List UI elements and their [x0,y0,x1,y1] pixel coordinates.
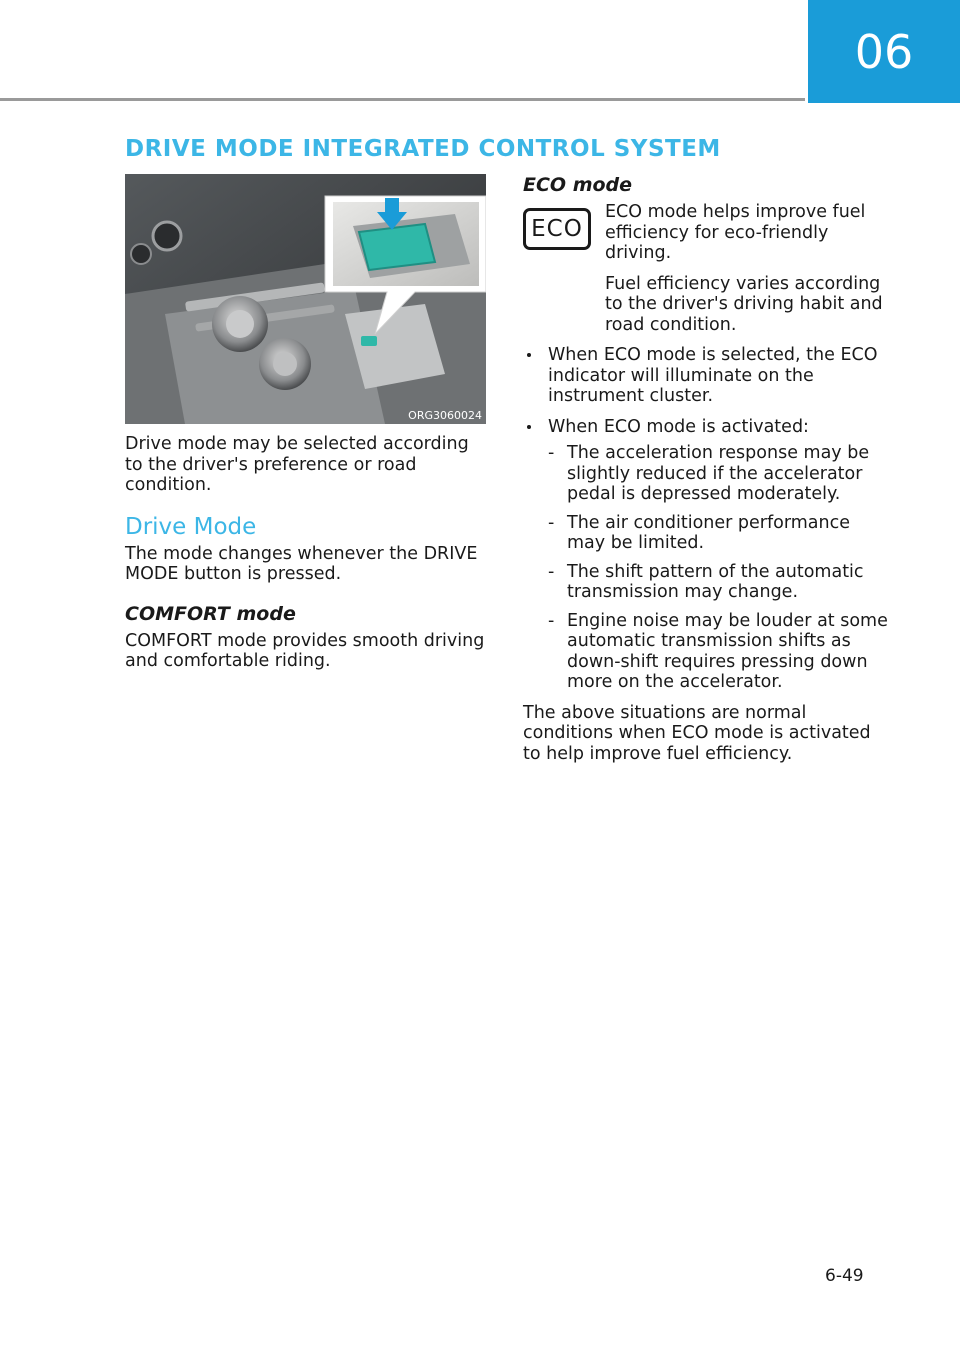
closing-text: The above situations are normal conditions when ECO mode is activated to help improve fuel efficiency. [523,702,871,764]
drive-mode-heading: Drive Mode [125,513,257,540]
eco-description [523,202,893,335]
eco-bullet-list [523,345,893,693]
bullet-item: When ECO mode is selected, the ECO indicator will illuminate on the instrument cluster. [523,345,893,407]
right-column [523,174,893,764]
comfort-mode-text: COMFORT mode provides smooth driving and comfortable riding. [125,630,485,671]
console-photo [125,174,486,424]
eco-icon: ECO [523,208,591,250]
bullet-item-text: When ECO mode is activated: [548,416,809,437]
eco-icon-wrap [523,202,605,335]
dash-list [548,443,893,693]
eco-text [605,202,893,335]
dash-item: - The air conditioner performance may be limited. [548,513,893,554]
eco-mode-heading: ECO mode [523,174,633,196]
drive-mode-text: The mode changes whenever the DRIVE MODE button is pressed. [125,543,478,584]
section-title: DRIVE MODE INTEGRATED CONTROL SYSTEM [125,136,721,162]
chapter-tab: 06 [808,0,960,103]
dash-item: - Engine noise may be louder at some automatic transmission shifts as down-shift requires pressing down more on the accelerator. [548,611,893,693]
eco-paragraph-2: Fuel efficiency varies according to the driver's driving habit and road condition. [605,273,883,335]
page-number: 6-49 [825,1266,864,1286]
dash-item: - The shift pattern of the automatic transmission may change. [548,562,893,603]
comfort-mode-heading: COMFORT mode [125,602,296,625]
bullet-item [523,417,893,693]
left-column [125,434,486,672]
figure-code: ORG3060024 [408,409,482,422]
eco-paragraph-1: ECO mode helps improve fuel efficiency for eco-friendly driving. [605,202,866,263]
console-illustration [125,174,486,424]
dash-item: - The acceleration response may be slightly reduced if the accelerator pedal is depressed moderately. [548,443,893,505]
header-rule [0,98,805,101]
intro-text: Drive mode may be selected according to the driver's preference or road condition. [125,434,469,495]
